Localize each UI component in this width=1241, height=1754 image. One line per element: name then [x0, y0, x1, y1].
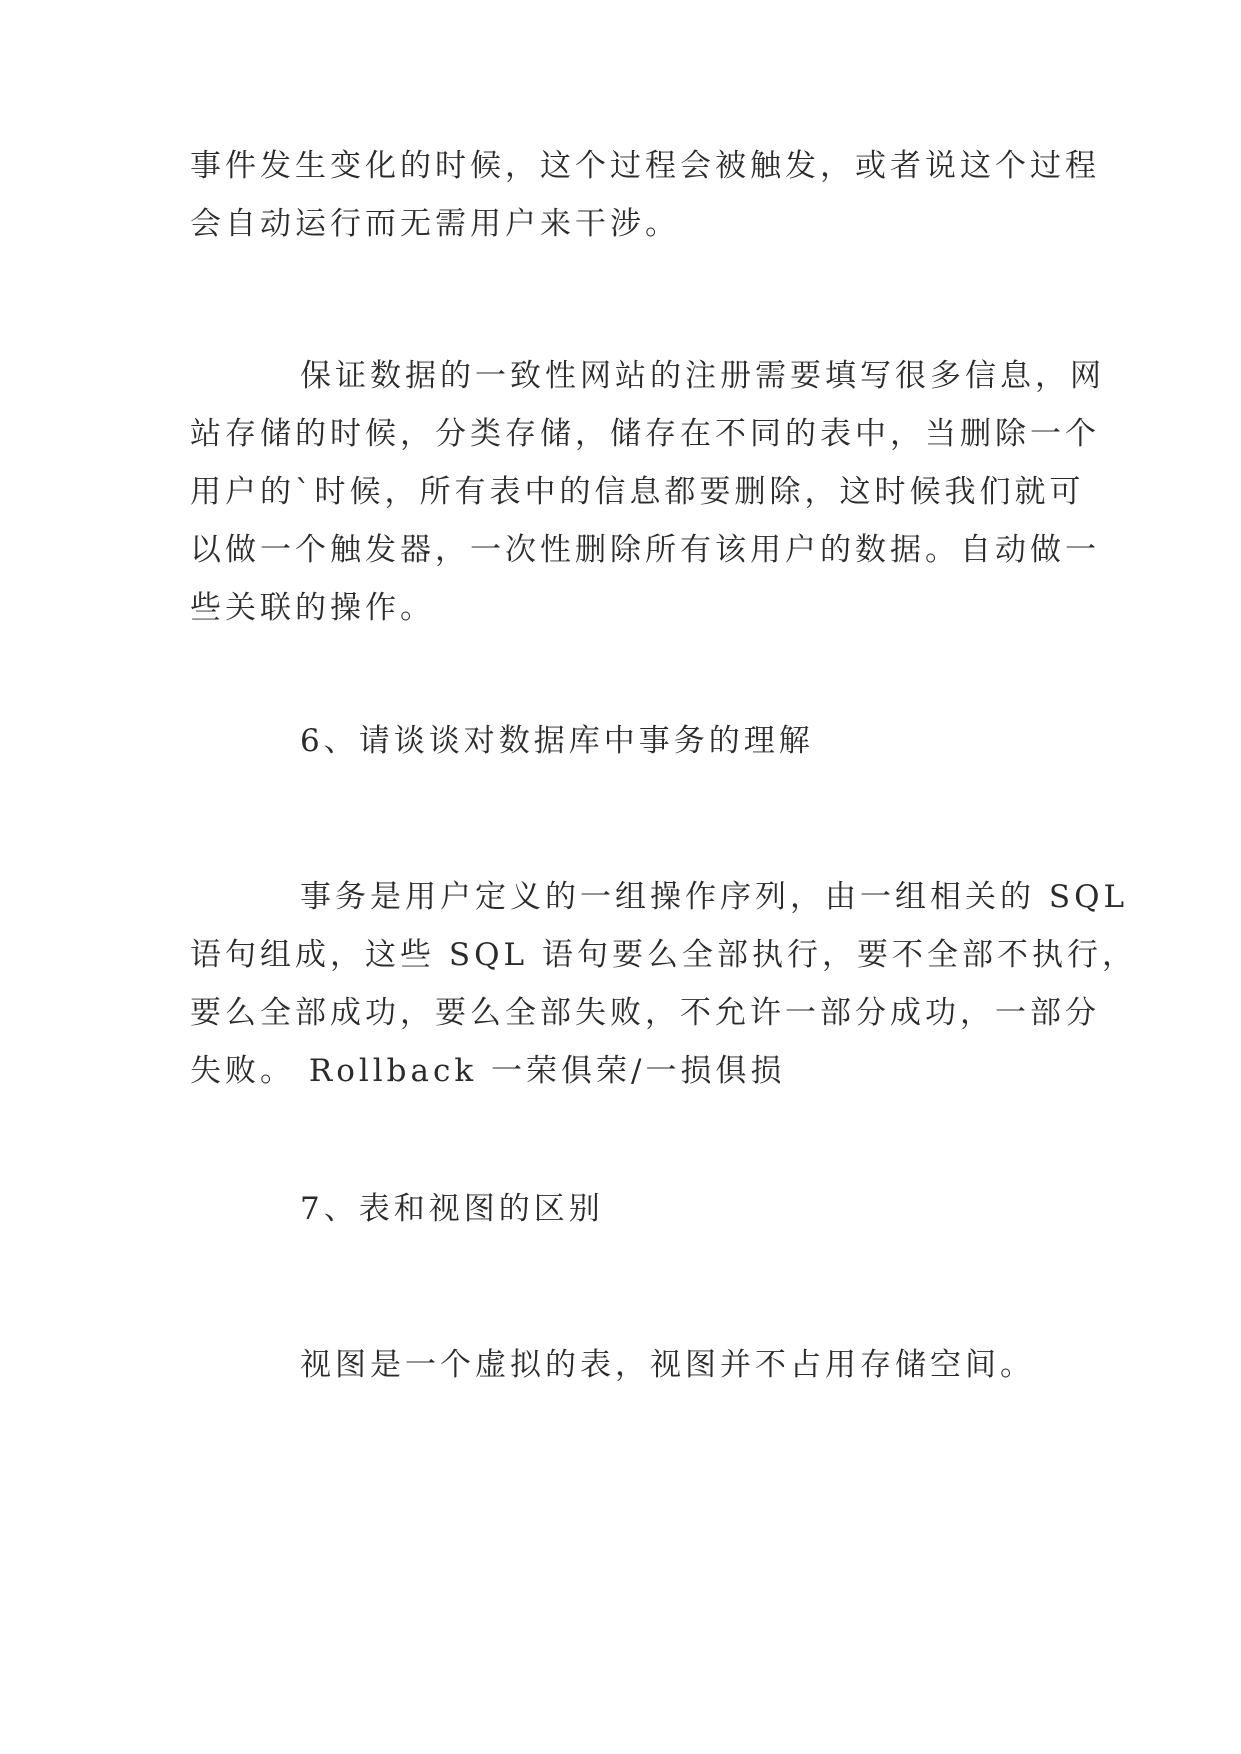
paragraph-line: 用户的`时候，所有表中的信息都要删除，这时候我们就可	[190, 474, 1085, 510]
paragraph-line: 站存储的时候，分类存储，储存在不同的表中，当删除一个	[190, 416, 1100, 452]
paragraph-line: 事件发生变化的时候，这个过程会被触发，或者说这个过程	[190, 148, 1100, 184]
heading-table-vs-view	[190, 1180, 1060, 1238]
paragraph-line: 视图是一个虚拟的表，视图并不占用存储空间。	[300, 1347, 1035, 1383]
paragraph-trigger-consistency	[190, 347, 1105, 637]
paragraph-trigger-definition	[190, 137, 1100, 253]
paragraph-line: 失败。 Rollback 一荣俱荣/一损俱损	[190, 1053, 786, 1089]
paragraph-transactions	[190, 868, 1137, 1100]
paragraph-line: 保证数据的一致性网站的注册需要填写很多信息，网	[300, 358, 1105, 394]
paragraph-line: 要么全部成功，要么全部失败，不允许一部分成功，一部分	[190, 995, 1100, 1031]
section-heading: 6、请谈谈对数据库中事务的理解	[300, 723, 814, 759]
paragraph-line: 些关联的操作。	[190, 590, 435, 626]
paragraph-line: 会自动运行而无需用户来干涉。	[190, 206, 680, 242]
paragraph-line: 语句组成，这些 SQL 语句要么全部执行，要不全部不执行，	[190, 937, 1137, 973]
heading-transactions	[190, 712, 1060, 770]
paragraph-line: 事务是用户定义的一组操作序列，由一组相关的 SQL	[300, 879, 1129, 915]
paragraph-view-definition	[190, 1336, 1060, 1394]
paragraph-line: 以做一个触发器，一次性删除所有该用户的数据。自动做一	[190, 532, 1100, 568]
section-heading: 7、表和视图的区别	[300, 1191, 604, 1227]
